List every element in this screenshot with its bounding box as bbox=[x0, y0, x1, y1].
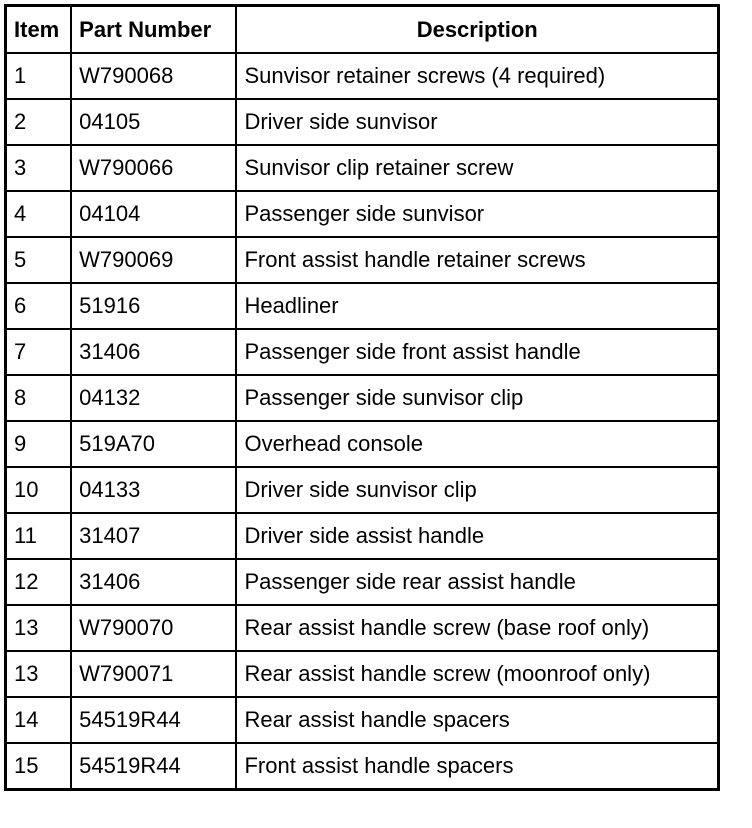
table-row bbox=[6, 375, 719, 421]
table-row bbox=[6, 651, 719, 697]
description-cell: Driver side assist handle bbox=[236, 513, 718, 559]
header-description: Description bbox=[236, 6, 718, 54]
description-cell: Rear assist handle screw (base roof only) bbox=[236, 605, 718, 651]
description-cell: Rear assist handle spacers bbox=[236, 697, 718, 743]
part-number-cell: 04132 bbox=[71, 375, 236, 421]
item-cell: 4 bbox=[6, 191, 72, 237]
item-cell: 9 bbox=[6, 421, 72, 467]
description-cell: Headliner bbox=[236, 283, 718, 329]
item-cell: 2 bbox=[6, 99, 72, 145]
part-number-cell: W790068 bbox=[71, 53, 236, 99]
item-cell: 7 bbox=[6, 329, 72, 375]
part-number-cell: 31407 bbox=[71, 513, 236, 559]
table-row bbox=[6, 99, 719, 145]
table-row bbox=[6, 467, 719, 513]
part-number-cell: 54519R44 bbox=[71, 743, 236, 790]
part-number-cell: W790071 bbox=[71, 651, 236, 697]
table-row bbox=[6, 329, 719, 375]
item-cell: 11 bbox=[6, 513, 72, 559]
item-cell: 3 bbox=[6, 145, 72, 191]
part-number-cell: 31406 bbox=[71, 559, 236, 605]
item-cell: 15 bbox=[6, 743, 72, 790]
table-row bbox=[6, 697, 719, 743]
part-number-cell: W790070 bbox=[71, 605, 236, 651]
item-cell: 13 bbox=[6, 651, 72, 697]
description-cell: Passenger side front assist handle bbox=[236, 329, 718, 375]
table-row bbox=[6, 145, 719, 191]
part-number-cell: 31406 bbox=[71, 329, 236, 375]
description-cell: Front assist handle retainer screws bbox=[236, 237, 718, 283]
part-number-cell: 04105 bbox=[71, 99, 236, 145]
item-cell: 13 bbox=[6, 605, 72, 651]
table-row bbox=[6, 53, 719, 99]
description-cell: Passenger side sunvisor clip bbox=[236, 375, 718, 421]
part-number-cell: 04104 bbox=[71, 191, 236, 237]
description-cell: Front assist handle spacers bbox=[236, 743, 718, 790]
item-cell: 6 bbox=[6, 283, 72, 329]
item-cell: 14 bbox=[6, 697, 72, 743]
header-item: Item bbox=[6, 6, 72, 54]
part-number-cell: 04133 bbox=[71, 467, 236, 513]
table-row bbox=[6, 421, 719, 467]
table-header-row bbox=[6, 6, 719, 54]
description-cell: Rear assist handle screw (moonroof only) bbox=[236, 651, 718, 697]
item-cell: 12 bbox=[6, 559, 72, 605]
table-row bbox=[6, 605, 719, 651]
part-number-cell: W790066 bbox=[71, 145, 236, 191]
part-number-cell: W790069 bbox=[71, 237, 236, 283]
description-cell: Passenger side rear assist handle bbox=[236, 559, 718, 605]
header-part-number: Part Number bbox=[71, 6, 236, 54]
description-cell: Sunvisor clip retainer screw bbox=[236, 145, 718, 191]
table-row bbox=[6, 237, 719, 283]
item-cell: 5 bbox=[6, 237, 72, 283]
description-cell: Overhead console bbox=[236, 421, 718, 467]
item-cell: 10 bbox=[6, 467, 72, 513]
part-number-cell: 54519R44 bbox=[71, 697, 236, 743]
table-row bbox=[6, 559, 719, 605]
description-cell: Passenger side sunvisor bbox=[236, 191, 718, 237]
table-row bbox=[6, 191, 719, 237]
parts-table bbox=[4, 4, 720, 791]
item-cell: 8 bbox=[6, 375, 72, 421]
description-cell: Driver side sunvisor clip bbox=[236, 467, 718, 513]
table-row bbox=[6, 513, 719, 559]
table-row bbox=[6, 743, 719, 790]
part-number-cell: 519A70 bbox=[71, 421, 236, 467]
description-cell: Driver side sunvisor bbox=[236, 99, 718, 145]
table-row bbox=[6, 283, 719, 329]
item-cell: 1 bbox=[6, 53, 72, 99]
part-number-cell: 51916 bbox=[71, 283, 236, 329]
description-cell: Sunvisor retainer screws (4 required) bbox=[236, 53, 718, 99]
